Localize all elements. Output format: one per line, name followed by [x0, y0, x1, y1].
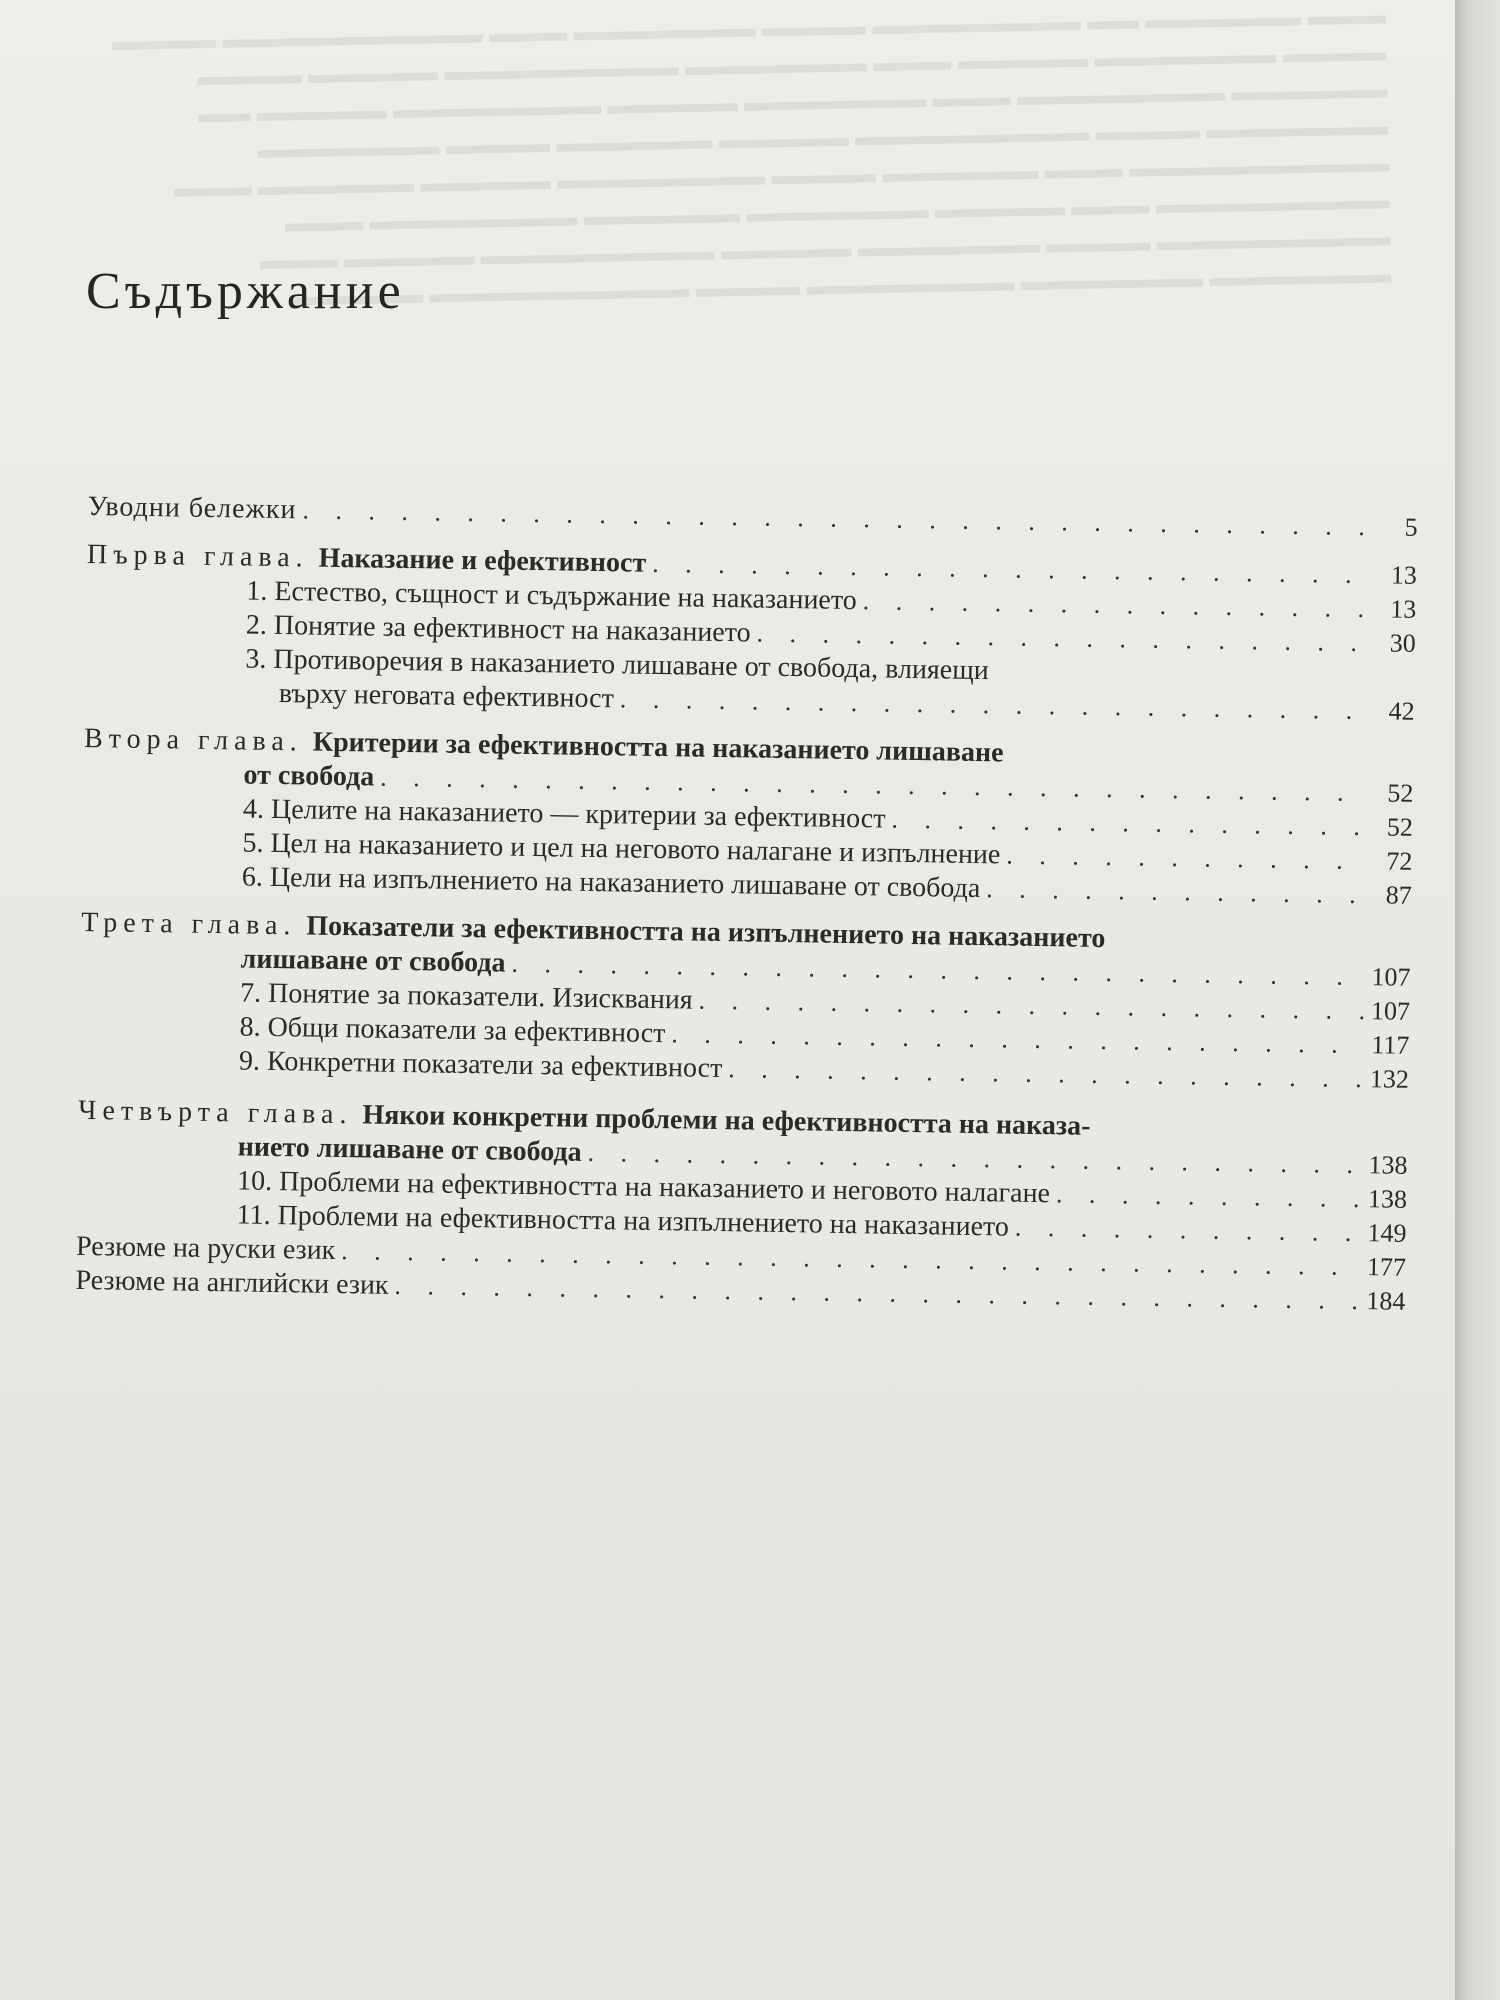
- section-label: 5. Цел на наказанието и цел на неговото налагане и изпълнение: [242, 827, 1001, 871]
- section-label: 8. Общи показатели за ефективност: [239, 1011, 666, 1050]
- page-number: 13: [1390, 594, 1417, 624]
- page-number: 72: [1386, 846, 1413, 876]
- bleed-through-texture: ▬▬▬ ▬▬▬▬▬▬ ▬▬ ▬▬▬▬▬▬▬▬ ▬▬▬▬ ▬▬▬▬▬▬▬ ▬▬▬ ▬▬▬▬▬▬▬▬▬▬ ▬▬▬▬ ▬▬▬▬ ▬▬▬▬▬▬▬ ▬▬▬▬▬ ▬▬▬ ▬▬▬▬▬▬▬ ▬▬▬▬▬▬▬▬▬ ▬▬▬▬▬ ▬▬▬▬ ▬▬▬▬▬▬ ▬▬▬▬▬▬▬▬ ▬▬▬ ▬▬▬▬▬▬▬ ▬▬▬▬▬ ▬▬▬▬▬▬▬▬ ▬▬▬▬▬ ▬▬ ▬▬▬▬▬▬▬ ▬▬▬▬ ▬▬▬▬▬▬▬▬▬ ▬▬▬▬▬ ▬▬▬▬▬▬ ▬▬▬▬ ▬▬▬▬▬▬▬ ▬▬▬▬▬▬▬▬▬▬ ▬▬▬ ▬▬▬▬▬▬ ▬▬▬▬ ▬▬▬▬▬▬▬▬ ▬▬▬▬▬ ▬▬▬▬▬▬ ▬▬▬ ▬▬▬▬▬▬▬▬▬ ▬▬▬ ▬▬▬▬▬ ▬▬▬▬▬▬▬ ▬▬▬▬▬▬ ▬▬▬▬▬▬▬▬ ▬▬▬ ▬▬▬▬▬▬▬▬▬ ▬▬▬▬ ▬▬▬▬▬▬▬ ▬▬▬▬▬ ▬▬▬▬▬▬▬▬▬ ▬▬▬▬▬ ▬▬▬ ▬▬▬▬▬▬▬ ▬▬▬▬▬▬▬ ▬▬▬▬▬▬▬▬ ▬▬▬▬ ▬▬▬▬▬▬▬▬▬▬ ▬▬▬▬▬: [111, 0, 1392, 312]
- chapter-prefix: Четвърта глава.: [78, 1094, 353, 1131]
- page-number: 117: [1371, 1030, 1410, 1060]
- section-label: 9. Конкретни показатели за ефективност: [238, 1045, 723, 1085]
- page-number: 5: [1404, 512, 1418, 542]
- chapter-prefix: Втора глава.: [83, 722, 304, 758]
- toc-entry-label: Резюме на руски език: [75, 1230, 336, 1266]
- page-number: 87: [1385, 880, 1413, 910]
- page-number: 13: [1390, 560, 1418, 590]
- section-label: 10. Проблеми на ефективността на наказанието и неговото налагане: [236, 1165, 1051, 1210]
- chapter-title: Показатели за ефективността на изпълнението на наказанието: [306, 910, 1106, 955]
- section-label: 1. Естество, същност и съдържание на наказанието: [246, 575, 857, 617]
- chapter-title-continued: лишаване от свобода: [240, 943, 506, 979]
- chapter-title-continued: от свобода: [243, 759, 375, 793]
- page-number: 138: [1367, 1184, 1408, 1214]
- page-number: 52: [1387, 778, 1414, 808]
- section-label: 7. Понятие за показатели. Изисквания: [239, 977, 693, 1016]
- chapter-title: Критерии за ефективността на наказанието лишаване: [312, 726, 1004, 769]
- section-label: 3. Противоречия в наказанието лишаване от свобода, влияещи: [245, 643, 990, 687]
- chapter-prefix: Трета глава.: [80, 906, 297, 942]
- dot-leader: [986, 872, 1370, 912]
- page-number: 149: [1367, 1218, 1407, 1248]
- section-label: 2. Понятие за ефективност на наказанието: [245, 609, 751, 649]
- chapter-title: Някои конкретни проблеми на ефективността на наказа-: [362, 1099, 1091, 1142]
- chapter-title-continued: нието лишаване от свобода: [237, 1131, 582, 1168]
- page-number: 30: [1389, 628, 1416, 658]
- page-number: 42: [1388, 696, 1415, 726]
- section-label: 6. Цели на изпълнението на наказанието лишаване от свобода: [241, 861, 981, 905]
- page-number: 184: [1366, 1286, 1406, 1316]
- chapter-prefix: Първа глава.: [86, 538, 309, 574]
- page-number: 107: [1370, 996, 1411, 1026]
- section-label: 11. Проблеми на ефективността на изпълнението на наказанието: [236, 1199, 1010, 1243]
- table-of-contents: [75, 490, 1418, 1319]
- page-title: Съдържание: [86, 263, 405, 320]
- page-number: 52: [1386, 812, 1414, 842]
- toc-entry-label: Резюме на английски език: [75, 1264, 389, 1301]
- section-label: 4. Целите на наказанието — критерии за ефективност: [242, 793, 886, 835]
- section-label-continued: върху неговата ефективност: [278, 678, 615, 715]
- dot-leader: [1006, 838, 1371, 878]
- page-number: 107: [1371, 962, 1411, 992]
- page-number: 177: [1366, 1252, 1407, 1282]
- toc-entry-label: Уводни бележки: [87, 490, 297, 526]
- dot-leader: [1056, 1177, 1363, 1216]
- bleed-through-text: [86, 0, 1395, 444]
- adjacent-page-edge: [1455, 0, 1500, 2000]
- page-number: 138: [1368, 1150, 1408, 1180]
- dot-leader: [1015, 1211, 1362, 1250]
- chapter-title: Наказание и ефективност: [318, 542, 647, 579]
- page-number: 132: [1369, 1064, 1410, 1094]
